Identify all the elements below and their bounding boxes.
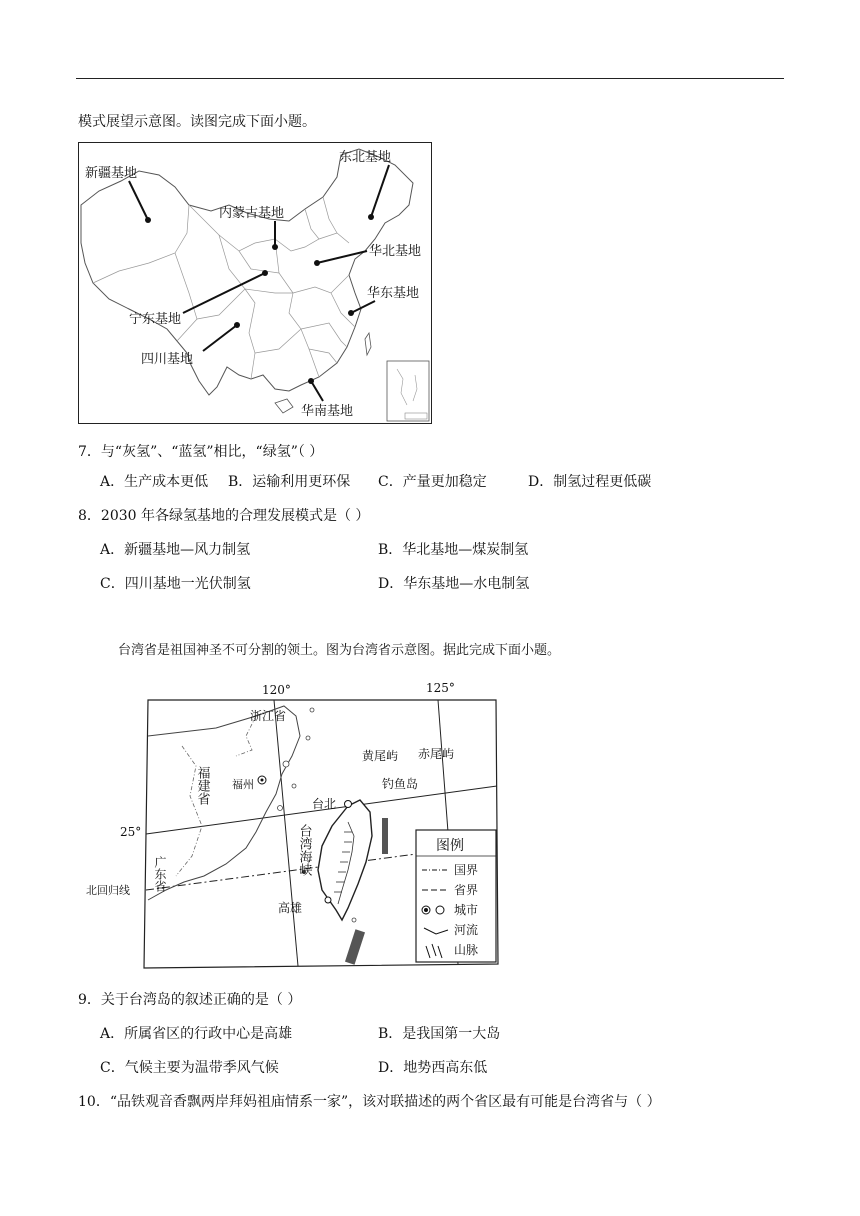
header-rule xyxy=(76,78,784,79)
huabei-base-label: 华北基地 xyxy=(369,244,422,259)
q8-option-a[interactable]: A．新疆基地—风力制氢 xyxy=(100,542,251,558)
dongbei-base-label: 东北基地 xyxy=(339,150,392,165)
q7-stem: 7．与“灰氢”、“蓝氢”相比，“绿氢”（ ） xyxy=(78,444,324,460)
legend-title: 图例 xyxy=(436,838,464,854)
taiwan-map-drawing xyxy=(86,676,506,972)
chiwei-label: 赤尾屿 xyxy=(418,747,455,761)
intro-line: 模式展望示意图。读图完成下面小题。 xyxy=(78,114,316,130)
q7-option-d[interactable]: D．制氢过程更低碳 xyxy=(528,474,652,490)
q10-stem: 10．“品铁观音香飘两岸拜妈祖庙情系一家”，该对联描述的两个省区最有可能是台湾省与（ ） xyxy=(78,1094,661,1110)
tropic-label: 北回归线 xyxy=(86,884,130,897)
sichuan-base-label: 四川基地 xyxy=(141,352,194,367)
xinjiang-base-label: 新疆基地 xyxy=(85,166,138,181)
q8-option-b[interactable]: B．华北基地—煤炭制氢 xyxy=(378,542,529,558)
legend-shengjie: 省界 xyxy=(454,883,479,897)
fuzhou-label: 福州 xyxy=(232,778,254,791)
q9-stem: 9．关于台湾岛的叙述正确的是（ ） xyxy=(78,992,302,1008)
lat-25-label: 25° xyxy=(120,825,142,839)
q7-option-a[interactable]: A．生产成本更低 xyxy=(100,474,209,490)
q7-option-c[interactable]: C．产量更加稳定 xyxy=(378,474,487,490)
china-hydrogen-base-map xyxy=(78,142,432,424)
guangdong-label: 广东省 xyxy=(153,856,167,892)
lon-125-label: 125° xyxy=(426,681,455,695)
ningdong-base-label: 宁东基地 xyxy=(129,312,182,327)
legend-mountain: 山脉 xyxy=(454,943,479,957)
huangwei-label: 黄尾屿 xyxy=(362,749,399,763)
q9-option-d[interactable]: D．地势西高东低 xyxy=(378,1060,488,1076)
q8-option-c[interactable]: C．四川基地一光伏制氢 xyxy=(100,576,251,592)
q9-option-c[interactable]: C．气候主要为温带季风气候 xyxy=(100,1060,279,1076)
huanan-base-label: 华南基地 xyxy=(301,404,354,419)
taibei-label: 台北 xyxy=(312,797,337,811)
huadong-base-label: 华东基地 xyxy=(367,286,420,301)
diaoyu-label: 钓鱼岛 xyxy=(382,777,419,791)
gaoxiong-label: 高雄 xyxy=(278,901,303,915)
q9-option-b[interactable]: B．是我国第一大岛 xyxy=(378,1026,501,1042)
q7-option-b[interactable]: B．运输利用更环保 xyxy=(228,474,351,490)
legend-city: 城市 xyxy=(454,903,479,917)
legend-river: 河流 xyxy=(454,923,479,937)
strait-label: 台湾海峡 xyxy=(296,824,312,876)
q9-option-a[interactable]: A．所属省区的行政中心是高雄 xyxy=(100,1026,293,1042)
fujian-label: 福建省 xyxy=(194,766,210,805)
lon-120-label: 120° xyxy=(262,683,291,697)
zhejiang-label: 浙江省 xyxy=(250,709,287,723)
q8-stem: 8．2030 年各绿氢基地的合理发展模式是（ ） xyxy=(78,508,370,524)
intro2-line: 台湾省是祖国神圣不可分割的领土。图为台湾省示意图。据此完成下面小题。 xyxy=(118,643,561,658)
q8-option-d[interactable]: D．华东基地—水电制氢 xyxy=(378,576,530,592)
china-map-drawing xyxy=(79,143,431,423)
neimenggu-base-label: 内蒙古基地 xyxy=(219,206,285,221)
legend-guojie: 国界 xyxy=(454,863,479,877)
taiwan-map xyxy=(86,676,506,972)
